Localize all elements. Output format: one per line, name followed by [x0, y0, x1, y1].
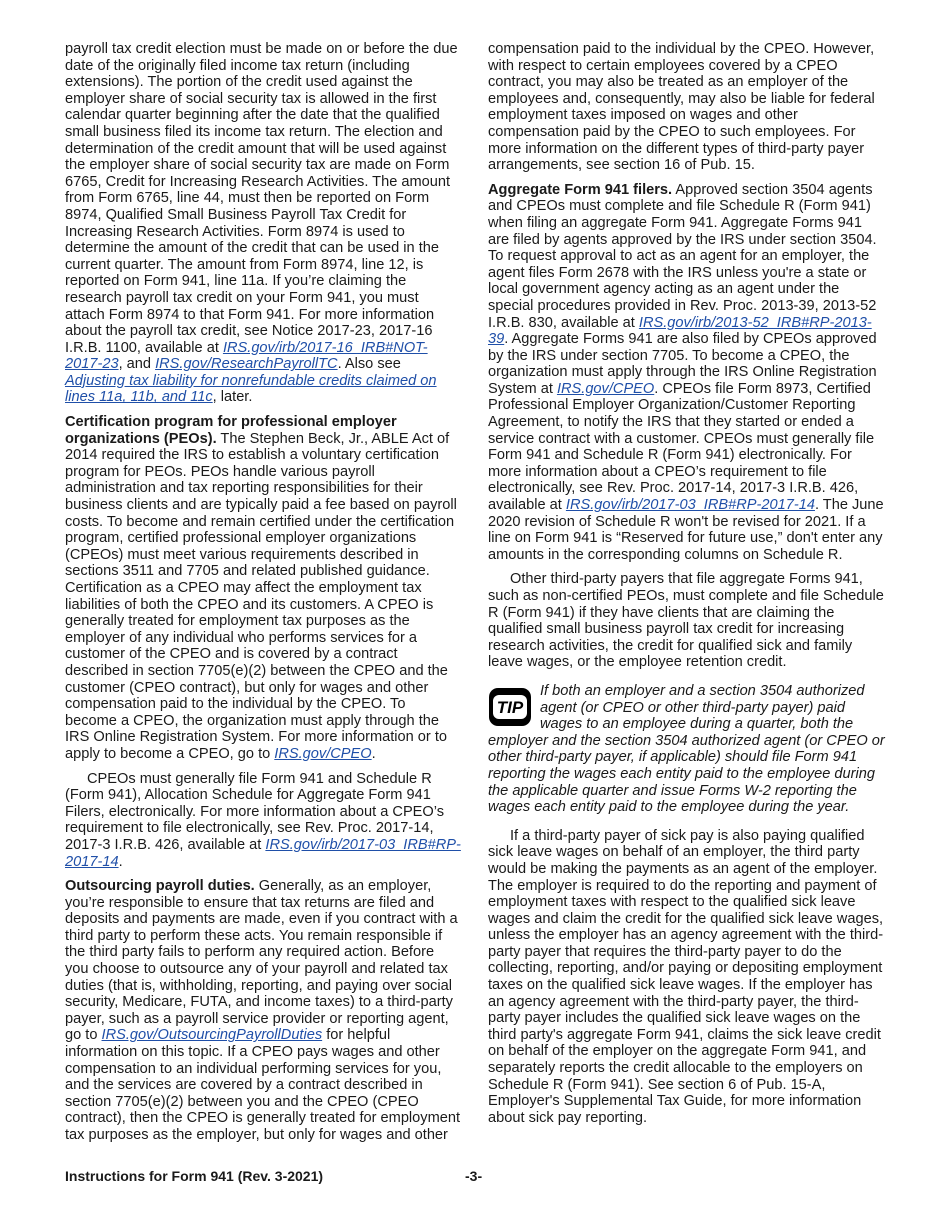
text: .	[118, 853, 123, 870]
footer-title: Instructions for Form 941 (Rev. 3-2021)	[65, 1168, 324, 1184]
text: , and	[118, 356, 156, 373]
text: The Stephen Beck, Jr., ABLE Act of 2014 required the IRS to establish a voluntary certification program for PEOs. PEOs handle various payroll administration and tax reporting responsibilities for their business clients and are typically paid a fee based on payroll costs. To become and remain certified under the certification program, certified professional employer organizations (CPEOs) must meet various requirements described in sections 3511 and 7705 and related published guidance. Certification as a CPEO may affect the employment tax liabilities of both the CPEO and its customers. A CPEO is generally treated for employment tax purposes as the employer of any individual who performs services for a customer of the CPEO and is covered by a contract described in section 7705(e)(2) between the CPEO and the customer (CPEO contract), but only for wages and other compensation paid to the individual by the CPEO. To become a CPEO, the organization must apply through the IRS Online Registration System. For more information or to apply to become a CPEO, go to	[65, 430, 457, 762]
link-rp-2017-14[interactable]: IRS.gov/irb/2017-03_IRB#RP-2017-14	[565, 497, 815, 514]
paragraph-payroll-tax-credit	[65, 41, 461, 406]
heading-aggregate-filers: Aggregate Form 941 filers.	[488, 181, 673, 198]
link-notice-2017-23[interactable]: IRS.gov/irb/2017-16_IRB#NOT-2017-23	[65, 339, 428, 373]
paragraph-sick-pay: If a third-party payer of sick pay is also paying qualified sick leave wages on behalf of an employer, the third party would be making the payments as an agent of the employer. The employer is required to do the reporting and payment of employment taxes with respect to the qualified sick leave wages and claim the credit for the qualified sick leave wages, unless the employer has an agency agreement with the third-party payer that requires the third-party payer to do the collecting, reporting, and/or paying or depositing employment taxes on the qualified sick leave wages. If the employer has an agency agreement with the third-party payer, the third-party payer includes the qualified sick leave wages on the third party's aggregate Form 941, claims the sick leave credit on behalf of the employer on the aggregate Form 941, and separately reports the credit allocable to the employers on Schedule R (Form 941). See section 6 of Pub. 15-A, Employer's Supplemental Tax Guide, for more information about sick pay reporting.	[488, 827, 884, 1126]
tip-box	[488, 683, 886, 816]
link-rp-2017-14[interactable]: IRS.gov/irb/2017-03_IRB#RP-2017-14	[65, 836, 461, 870]
tip-text: If both an employer and a section 3504 authorized agent (or CPEO or other third-party payer) paid wages to an employee during a quarter, both the employer and the section 3504 authorized agent (or CPEO or other third-party payer, if applicable) should file Form 941 reporting the wages each entity paid to the employee during the applicable quarter and issue Forms W-2 reporting the wages each entity paid to the employee during the year.	[488, 682, 885, 816]
link-research-payroll-tc[interactable]: IRS.gov/ResearchPayrollTC	[155, 356, 338, 373]
text: Generally, as an employer, you’re responsible to ensure that tax returns are filed and deposits and payments are made, even if you contract with a third party to perform these acts. You remain responsible if the third party fails to perform any required action. Before you choose to outsource any of your payroll and related tax duties (that is, withholding, reporting, and paying over social security, Medicare, FUTA, and income taxes) to a third-party payer, such as a payroll service provider or reporting agent, go to	[65, 878, 458, 1044]
heading-peo-certification: Certification program for professional employer organizations (PEOs).	[65, 414, 397, 447]
text: for helpful information on this topic. If a CPEO pays wages and other compensation to an individual performing services for you, and the services are covered by a contract described in section 7705(e)(2) between you and the CPEO (CPEO contract), then the CPEO is generally treated for employment tax purposes as the employer, but only for wages and other	[65, 1027, 461, 1143]
text: . The June 2020 revision of Schedule R won't be revised for 2021. If a line on Form 941 is “Reserved for future use,” don't enter any amounts in the corresponding columns on Schedule R.	[488, 497, 884, 563]
text: .	[371, 745, 376, 762]
text: , later.	[212, 389, 253, 406]
paragraph-aggregate-filers	[488, 182, 886, 564]
text: payroll tax credit election must be made on or before the due date of the originally filed income tax return (including extensions). The portion of the credit used against the employer share of social security tax is allowed in the first calendar quarter beginning after the date that the qualified small business filed its income tax return. The election and determination of the credit amount that will be used against the employer share of social security tax are made on Form 6765, Credit for Increasing Research Activities. The amount from Form 6765, line 44, must then be reported on Form 8974, Qualified Small Business Payroll Tax Credit for Increasing Research Activities. Form 8974 is used to determine the amount of the credit that can be used in the current quarter. The amount from Form 8974, line 12, is reported on Form 941, line 11a. If you’re claiming the research payroll tax credit on your Form 941, you must attach Form 8974 to that Form 941. For more information about the payroll tax credit, see Notice 2017-23, 2017-16 I.R.B. 1100, available at	[65, 41, 458, 356]
paragraph-cpeo-electronic	[65, 771, 461, 871]
heading-outsourcing: Outsourcing payroll duties.	[65, 878, 255, 895]
paragraph-cpeo-compensation: compensation paid to the individual by the CPEO. However, with respect to certain employees covered by a CPEO contract, you may also be treated as an employer of the employees and, consequently, may also be liable for federal employment taxes imposed on wages and other compensation paid by the CPEO to such employees. For more information on the different types of third-party payer arrangements, see section 16 of Pub. 15.	[488, 41, 875, 174]
link-irs-cpeo[interactable]: IRS.gov/CPEO	[556, 380, 655, 397]
text: . CPEOs file Form 8973, Certified Professional Employer Organization/Customer Reporting Agreement, to notify the IRS that they started or ended a service contract with a customer. CPEOs must generally file Form 941 and Schedule R (Form 941) electronically. For more information about a CPEO’s requirement to file electronically, see Rev. Proc. 2017-14, 2017-3 I.R.B. 426, available at	[488, 380, 875, 514]
page-number: -3-	[465, 1168, 483, 1184]
right-column	[488, 41, 886, 1134]
tip-label: TIP	[496, 697, 524, 717]
link-adjusting-tax-liability[interactable]: Adjusting tax liability for nonrefundable credits claimed on lines 11a, 11b, and 11c	[65, 372, 437, 406]
paragraph-other-third-party: Other third-party payers that file aggregate Forms 941, such as non-certified PEOs, must complete and file Schedule R (Form 941) if they have clients that are claiming the qualified small business payroll tax credit for increasing research activities, the credit for qualified sick and family leave wages, or the employee retention credit.	[488, 571, 884, 671]
text: CPEOs must generally file Form 941 and Schedule R (Form 941), Allocation Schedule for Aggregate Form 941 Filers, electronically. For more information about a CPEO’s requirement to file electronically, see Rev. Proc. 2017-14, 2017-3 I.R.B. 426, available at	[65, 770, 445, 853]
text: . Also see	[337, 356, 401, 373]
left-column	[65, 41, 461, 1152]
paragraph-outsourcing	[65, 878, 461, 1144]
link-rp-2013-39[interactable]: IRS.gov/irb/2013-52_IRB#RP-2013-39	[488, 314, 872, 348]
text: . Aggregate Forms 941 are also filed by CPEOs approved by the IRS under section 7705. To become a CPEO, the organization must apply through the IRS Online Registration System at	[488, 331, 877, 397]
text: Approved section 3504 agents and CPEOs must complete and file Schedule R (Form 941) when filing an aggregate Form 941. Aggregate Forms 941 are filed by agents approved by the IRS under section 3504. To request approval to act as an agent for an employer, the agent files Form 2678 with the IRS unless you're a state or local government agency acting as an agent under the special procedures provided in Rev. Proc. 2013-39, 2013-52 I.R.B. 830, available at	[488, 181, 877, 331]
link-outsourcing-payroll-duties[interactable]: IRS.gov/OutsourcingPayrollDuties	[101, 1027, 323, 1044]
paragraph-peo-certification	[65, 414, 461, 762]
link-irs-cpeo[interactable]: IRS.gov/CPEO	[274, 745, 372, 762]
tip-icon	[488, 687, 532, 727]
